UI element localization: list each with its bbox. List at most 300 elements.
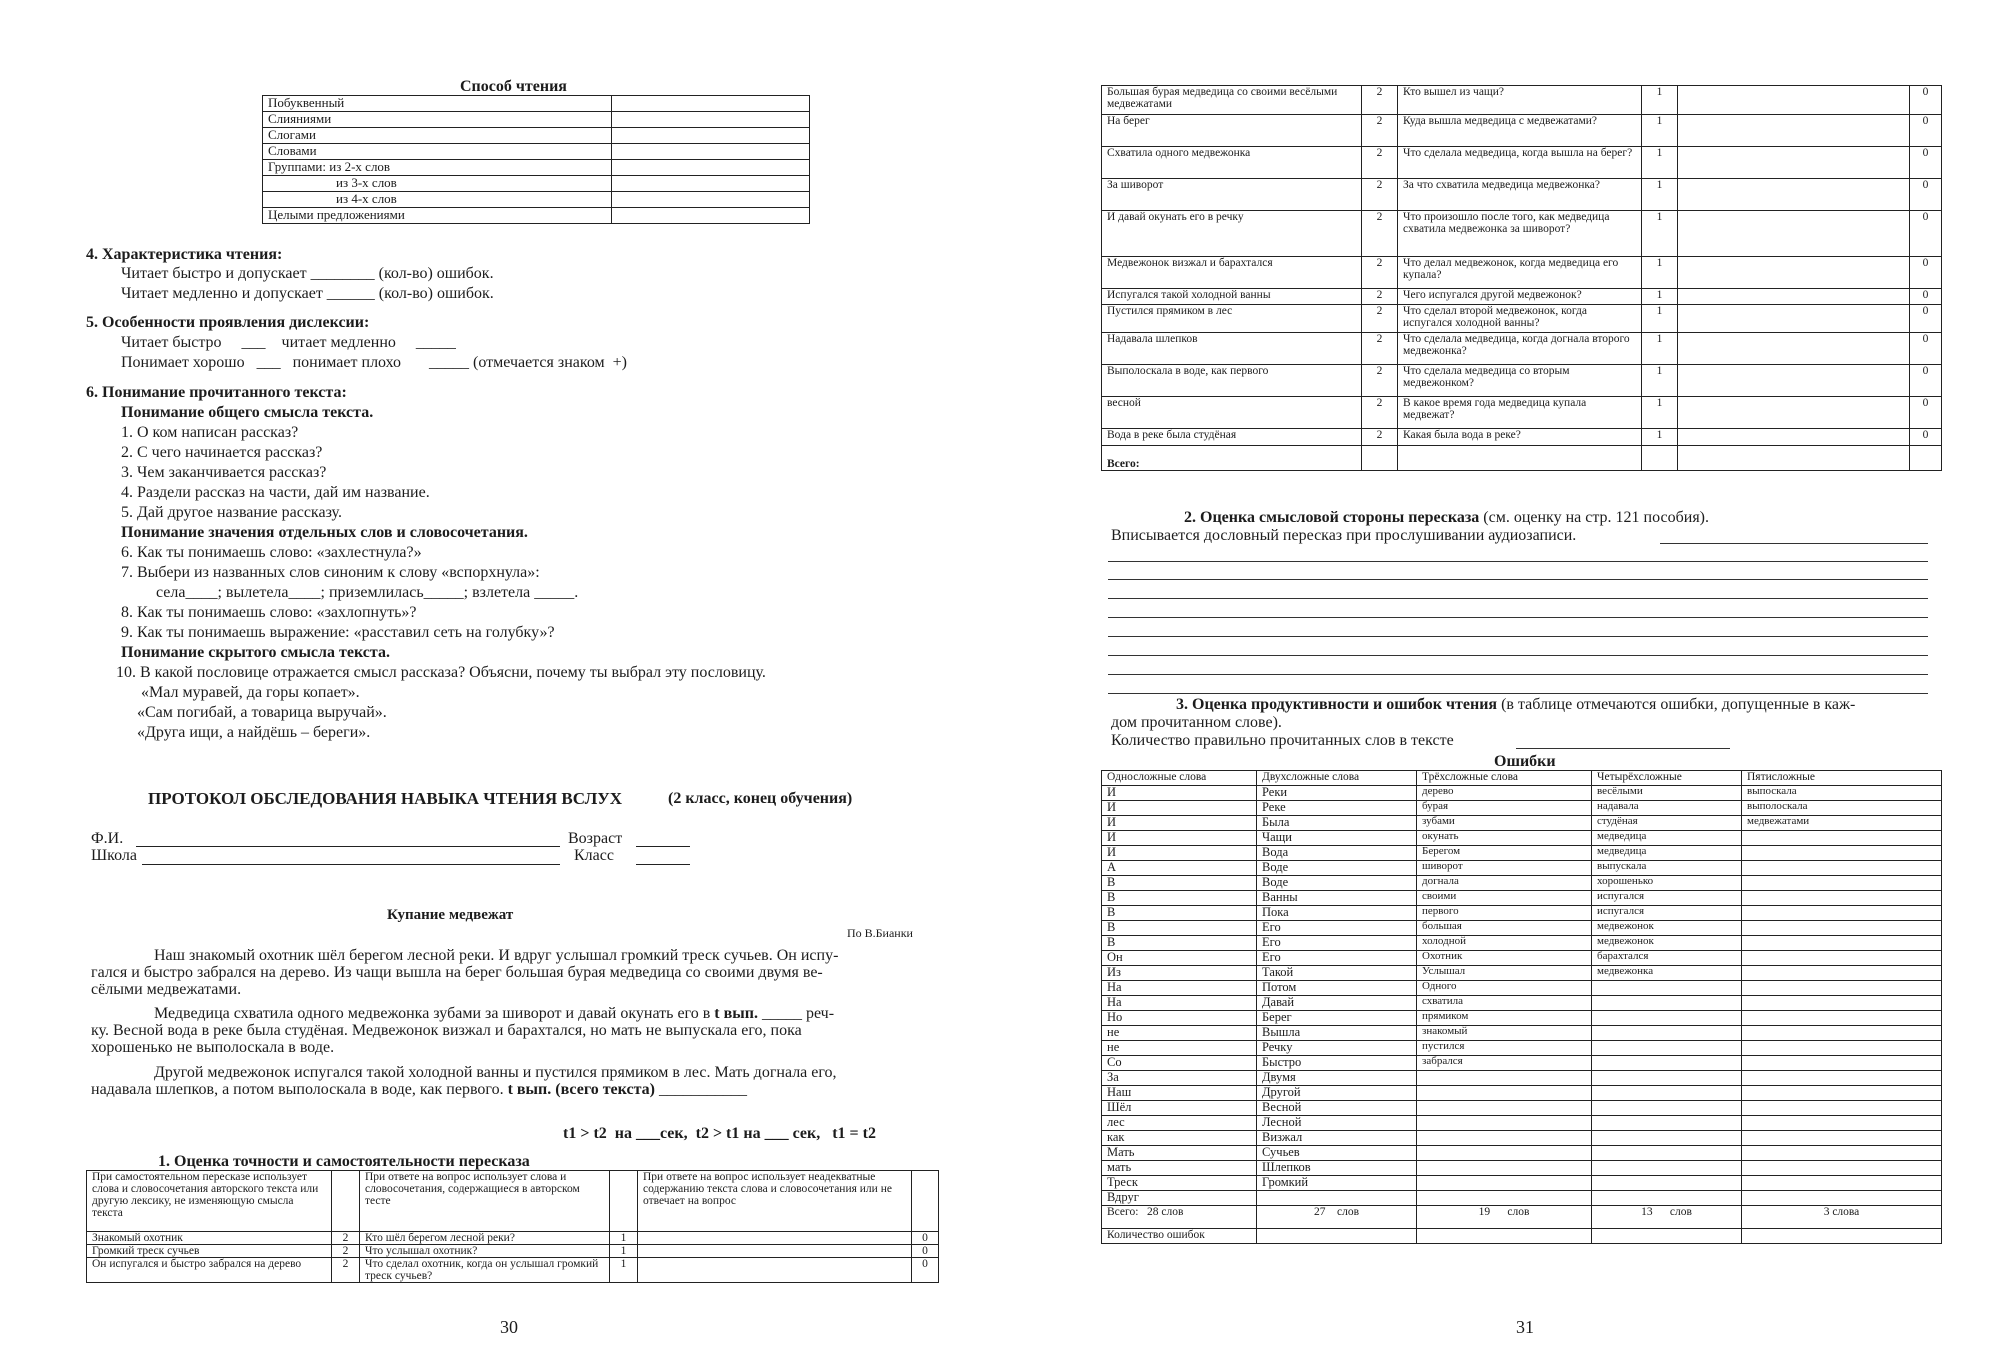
errors-word: Воде [1257, 861, 1417, 876]
retell-blank[interactable] [638, 1245, 912, 1258]
errors-word [1742, 831, 1942, 846]
retell-score: 1 [1642, 305, 1678, 333]
retell-answer: И давай окунать его в речку [1102, 211, 1362, 257]
time-formula: t1 > t2 на ___сек, t2 > t1 на ___ сек, t1 = t2 [563, 1125, 876, 1142]
errors-word: И [1102, 831, 1257, 846]
retell-blank[interactable] [1678, 365, 1910, 397]
errors-word: Давай [1257, 996, 1417, 1011]
errors-row [1102, 861, 1942, 876]
errors-word [1417, 1191, 1592, 1206]
errors-word: испугался [1592, 906, 1742, 921]
errors-word [1417, 1161, 1592, 1176]
retell-answer: весной [1102, 397, 1362, 429]
retell-score: 2 [1362, 333, 1398, 365]
method-row [263, 160, 810, 176]
errors-word [1592, 1131, 1742, 1146]
errors-word [1742, 1116, 1942, 1131]
method-value[interactable] [612, 176, 810, 192]
errors-count-cell[interactable] [1592, 1229, 1742, 1244]
method-value[interactable] [612, 144, 810, 160]
s6-h1: Понимание общего смысла текста. [121, 404, 374, 421]
retell-question: Кто шёл берегом лесной реки? [360, 1232, 610, 1245]
errors-word: И [1102, 801, 1257, 816]
s6-q3: 3. Чем заканчивается рассказ? [121, 464, 327, 481]
retell-answer: За шиворот [1102, 179, 1362, 211]
retell-header: При самостоятельном пересказе использует слова и словосочетания авторского текста или другую лексику, не изменяющую смысла текста [87, 1171, 332, 1232]
retell-blank[interactable] [1678, 211, 1910, 257]
errors-word: мать [1102, 1161, 1257, 1176]
retell-question: Кто вышел из чащи? [1398, 86, 1642, 115]
errors-word [1742, 996, 1942, 1011]
retell-line[interactable] [1108, 561, 1928, 562]
retell-question: Что сделала медведица, когда догнала второго медвежонка? [1398, 333, 1642, 365]
page-number: 30 [500, 1317, 518, 1337]
errors-word: Речку [1257, 1041, 1417, 1056]
errors-word: Быстро [1257, 1056, 1417, 1071]
errors-row [1102, 1026, 1942, 1041]
retell-row [1102, 115, 1942, 147]
errors-word: надавала [1592, 801, 1742, 816]
errors-row [1102, 786, 1942, 801]
errors-word: Лесной [1257, 1116, 1417, 1131]
errors-row [1102, 1191, 1942, 1206]
story-title: Купание медвежат [387, 907, 514, 923]
errors-word [1417, 1071, 1592, 1086]
errors-word: как [1102, 1131, 1257, 1146]
errors-word [1742, 1041, 1942, 1056]
errors-word: Чащи [1257, 831, 1417, 846]
retell-row [1102, 365, 1942, 397]
page-number: 31 [1516, 1317, 1534, 1337]
retell-line[interactable] [1108, 636, 1928, 637]
story-line: Другой медвежонок испугался такой холодной ванны и пустился прямиком в лес. Мать догнала его, [154, 1064, 837, 1081]
method-label: из 4-х слов [263, 192, 612, 208]
retell-score: 0 [1910, 179, 1942, 211]
errors-word: бурая [1417, 801, 1592, 816]
story-author: По В.Бианки [847, 926, 913, 940]
errors-word: Громкий [1257, 1176, 1417, 1191]
method-label: Слияниями [263, 112, 612, 128]
retell-total-cell[interactable] [1642, 446, 1678, 471]
errors-row [1102, 936, 1942, 951]
s2-instruction: Вписывается дословный пересказ при прослушивании аудиозаписи. [1111, 527, 1577, 544]
retell-score: 2 [1362, 397, 1398, 429]
errors-word: барахтался [1592, 951, 1742, 966]
errors-word [1742, 1011, 1942, 1026]
errors-header-row [1102, 771, 1942, 786]
retell-line[interactable] [1108, 579, 1928, 580]
errors-word [1417, 1146, 1592, 1161]
method-value[interactable] [612, 192, 810, 208]
retell-total-label: Всего: [1102, 446, 1362, 471]
retell-blank[interactable] [1678, 429, 1910, 446]
errors-word: Но [1102, 1011, 1257, 1026]
story-line: хорошенько не выполоскала в воде. [91, 1039, 335, 1056]
errors-word: Другой [1257, 1086, 1417, 1101]
errors-header: Пятисложные [1742, 771, 1942, 786]
retell-score: 2 [1362, 257, 1398, 289]
errors-word: В [1102, 891, 1257, 906]
s5-line1: Читает быстро ___ читает медленно _____ [121, 334, 456, 351]
retell-score: 2 [1362, 289, 1398, 305]
errors-word [1417, 1176, 1592, 1191]
errors-row [1102, 906, 1942, 921]
errors-word: выпоскала [1742, 786, 1942, 801]
errors-word: хорошенько [1592, 876, 1742, 891]
retell-header: При ответе на вопрос использует слова и словосочетания, содержащиеся в авторском тесте [360, 1171, 610, 1232]
s6-q6: 6. Как ты понимаешь слово: «захлестнула?» [121, 544, 422, 561]
retell-score: 0 [1910, 429, 1942, 446]
errors-word: Его [1257, 921, 1417, 936]
retell-row [1102, 397, 1942, 429]
errors-row [1102, 1161, 1942, 1176]
s2-heading: 2. Оценка смысловой стороны пересказа (см. оценку на стр. 121 пособия). [1184, 509, 1709, 526]
retell-blank[interactable] [1678, 147, 1910, 179]
method-row [263, 96, 810, 112]
errors-word [1592, 1101, 1742, 1116]
errors-total: 19 слов [1417, 1206, 1592, 1229]
errors-word: медвежонок [1592, 936, 1742, 951]
errors-word [1592, 1071, 1742, 1086]
errors-word: холодной [1417, 936, 1592, 951]
retell-blank[interactable] [1678, 257, 1910, 289]
age-line[interactable] [636, 846, 690, 847]
errors-word: Шлепков [1257, 1161, 1417, 1176]
errors-word: пустился [1417, 1041, 1592, 1056]
errors-word: схватила [1417, 996, 1592, 1011]
retell-score: 1 [1642, 86, 1678, 115]
method-value[interactable] [612, 160, 810, 176]
errors-header: Двухсложные слова [1257, 771, 1417, 786]
retell-score: 1 [1642, 179, 1678, 211]
retell-line[interactable] [1108, 617, 1928, 618]
errors-word: медведица [1592, 846, 1742, 861]
retell-score: 1 [610, 1232, 638, 1245]
protocol-subtitle: (2 класс, конец обучения) [668, 790, 853, 807]
retell-total-cell[interactable] [1362, 446, 1398, 471]
retell-score: 1 [1642, 429, 1678, 446]
retell-question: Что сделал второй медвежонок, когда испугался холодной ванны? [1398, 305, 1642, 333]
errors-word: весёлыми [1592, 786, 1742, 801]
retell-header-score [610, 1171, 638, 1232]
errors-word: догнала [1417, 876, 1592, 891]
retell-question: Куда вышла медведица с медвежатами? [1398, 115, 1642, 147]
proverb-1: «Мал муравей, да горы копает». [141, 684, 360, 701]
errors-word [1592, 1191, 1742, 1206]
story-line: Медведица схватила одного медвежонка зубами за шиворот и давай окунать его в t вып. _____ реч- [154, 1005, 835, 1022]
retell-answer: Вода в реке была студёная [1102, 429, 1362, 446]
errors-word: Охотник [1417, 951, 1592, 966]
s6-q4: 4. Раздели рассказ на части, дай им название. [121, 484, 430, 501]
s5-title: 5. Особенности проявления дислексии: [86, 314, 370, 331]
method-title: Способ чтения [460, 78, 567, 95]
retell-score: 0 [1910, 147, 1942, 179]
retell-row [1102, 211, 1942, 257]
retell-blank[interactable] [1678, 397, 1910, 429]
method-row [263, 128, 810, 144]
count-line[interactable] [1516, 748, 1730, 749]
retell-blank[interactable] [638, 1258, 912, 1283]
errors-word: Пока [1257, 906, 1417, 921]
errors-count-cell[interactable] [1742, 1229, 1942, 1244]
errors-word: Шёл [1102, 1101, 1257, 1116]
errors-word [1742, 846, 1942, 861]
errors-word: дерево [1417, 786, 1592, 801]
class-line[interactable] [636, 864, 690, 865]
protocol-title: ПРОТОКОЛ ОБСЛЕДОВАНИЯ НАВЫКА ЧТЕНИЯ ВСЛУХ [148, 789, 623, 808]
method-row [263, 112, 810, 128]
errors-word [1417, 1086, 1592, 1101]
retell-line[interactable] [1108, 674, 1928, 675]
errors-word: На [1102, 981, 1257, 996]
errors-word: Визжал [1257, 1131, 1417, 1146]
errors-word [1417, 1101, 1592, 1116]
errors-word [1592, 1056, 1742, 1071]
errors-word: На [1102, 996, 1257, 1011]
errors-word: Потом [1257, 981, 1417, 996]
retell-score: 1 [1642, 397, 1678, 429]
retell-score: 0 [1910, 211, 1942, 257]
retell-line[interactable] [1108, 655, 1928, 656]
method-table [262, 95, 810, 224]
s4-line2: Читает медленно и допускает ______ (кол-во) ошибок. [121, 285, 494, 302]
age-label: Возраст [568, 830, 623, 847]
retell-table [86, 1170, 939, 1283]
s6-q7: 7. Выбери из названных слов синоним к слову «вспорхнула»: [121, 564, 540, 581]
errors-word: Берегом [1417, 846, 1592, 861]
errors-row [1102, 1011, 1942, 1026]
errors-word: И [1102, 846, 1257, 861]
s6-h2: Понимание значения отдельных слов и словосочетания. [121, 524, 528, 541]
retell-answer: Он испугался и быстро забрался на дерево [87, 1258, 332, 1283]
errors-word: Реке [1257, 801, 1417, 816]
method-value[interactable] [612, 112, 810, 128]
retell-score: 1 [1642, 147, 1678, 179]
retell-table-continued [1101, 85, 1942, 471]
errors-word [1742, 1071, 1942, 1086]
method-value[interactable] [612, 96, 810, 112]
errors-word: И [1102, 816, 1257, 831]
retell-answer: Схватила одного медвежонка [1102, 147, 1362, 179]
errors-total: 27 слов [1257, 1206, 1417, 1229]
errors-word: большая [1417, 921, 1592, 936]
errors-total: Всего: 28 слов [1102, 1206, 1257, 1229]
s4-title: 4. Характеристика чтения: [86, 246, 283, 263]
retell-header: При ответе на вопрос использует неадекватные содержанию текста слова и словосочетания или не отвечает на вопрос [638, 1171, 912, 1232]
fio-label: Ф.И. [91, 830, 124, 847]
errors-count-cell[interactable] [1417, 1229, 1592, 1244]
retell-score: 1 [1642, 365, 1678, 397]
errors-word: Вода [1257, 846, 1417, 861]
retell-question: Что сделала медведица, когда вышла на берег? [1398, 147, 1642, 179]
s3-heading: 3. Оценка продуктивности и ошибок чтения (в таблице отмечаются ошибки, допущенные в каж- [1176, 696, 1856, 713]
method-label: Группами: из 2-х слов [263, 160, 612, 176]
method-value[interactable] [612, 128, 810, 144]
retell-answer: Испугался такой холодной ванны [1102, 289, 1362, 305]
errors-word: Вдруг [1102, 1191, 1257, 1206]
errors-row [1102, 921, 1942, 936]
retell-total-row [1102, 446, 1942, 471]
errors-word [1417, 1131, 1592, 1146]
errors-row [1102, 996, 1942, 1011]
retell-answer: Громкий треск сучьев [87, 1245, 332, 1258]
class-label: Класс [574, 847, 614, 864]
retell-score: 0 [1910, 397, 1942, 429]
retell-line[interactable] [1660, 543, 1928, 544]
retell-total-cell[interactable] [1398, 446, 1642, 471]
errors-word: шиворот [1417, 861, 1592, 876]
retell-line[interactable] [1108, 693, 1928, 694]
retell-answer: На берег [1102, 115, 1362, 147]
retell-question: Что делал медвежонок, когда медведица его купала? [1398, 257, 1642, 289]
retell-row [1102, 257, 1942, 289]
school-line[interactable] [142, 864, 560, 865]
retell-blank[interactable] [1678, 86, 1910, 115]
s6-q2: 2. С чего начинается рассказ? [121, 444, 323, 461]
errors-header: Трёхсложные слова [1417, 771, 1592, 786]
errors-word [1592, 1146, 1742, 1161]
method-value[interactable] [612, 208, 810, 224]
retell-score: 1 [1642, 257, 1678, 289]
retell-blank[interactable] [1678, 115, 1910, 147]
story-line: гался и быстро забрался на дерево. Из чащи вышла на берег большая бурая медведица со своими двумя ве- [91, 964, 823, 981]
errors-word: В [1102, 921, 1257, 936]
errors-word [1742, 966, 1942, 981]
retell-score: 2 [1362, 211, 1398, 257]
retell-score: 0 [1910, 305, 1942, 333]
retell-blank[interactable] [1678, 305, 1910, 333]
s6-q1: 1. О ком написан рассказ? [121, 424, 299, 441]
errors-row [1102, 1146, 1942, 1161]
errors-word: забрался [1417, 1056, 1592, 1071]
errors-word [1257, 1191, 1417, 1206]
retell-score: 2 [332, 1232, 360, 1245]
retell-answer: Пустился прямиком в лес [1102, 305, 1362, 333]
s6-q8: 8. Как ты понимаешь слово: «захлопнуть»? [121, 604, 417, 621]
errors-count-row [1102, 1229, 1942, 1244]
proverb-2: «Сам погибай, а товарица выручай». [137, 704, 387, 721]
retell-row [1102, 305, 1942, 333]
method-row [263, 176, 810, 192]
retell-blank[interactable] [638, 1232, 912, 1245]
retell-row [1102, 86, 1942, 115]
retell-score: 0 [912, 1258, 939, 1283]
errors-word: не [1102, 1026, 1257, 1041]
errors-word: своими [1417, 891, 1592, 906]
errors-word: знакомый [1417, 1026, 1592, 1041]
s6-q10: 10. В какой пословице отражается смысл рассказа? Объясни, почему ты выбрал эту пословицу. [116, 664, 766, 681]
errors-row [1102, 891, 1942, 906]
errors-word: За [1102, 1071, 1257, 1086]
retell-header-score [912, 1171, 939, 1232]
fio-line[interactable] [136, 846, 560, 847]
retell-score: 1 [1642, 211, 1678, 257]
retell-blank[interactable] [1678, 333, 1910, 365]
errors-count-label: Количество ошибок [1102, 1229, 1257, 1244]
retell-blank[interactable] [1678, 179, 1910, 211]
errors-word [1592, 981, 1742, 996]
retell-header-score [332, 1171, 360, 1232]
errors-word: Из [1102, 966, 1257, 981]
errors-word [1742, 876, 1942, 891]
retell-score: 2 [1362, 365, 1398, 397]
errors-word [1592, 1011, 1742, 1026]
retell-score: 2 [332, 1245, 360, 1258]
errors-word: Вышла [1257, 1026, 1417, 1041]
retell-score: 2 [1362, 115, 1398, 147]
retell-total-cell[interactable] [1678, 446, 1910, 471]
errors-word: медвежатами [1742, 816, 1942, 831]
retell-row [1102, 179, 1942, 211]
errors-total-row [1102, 1206, 1942, 1229]
errors-word [1592, 1026, 1742, 1041]
s3-count-label: Количество правильно прочитанных слов в тексте [1111, 732, 1454, 749]
retell-score: 1 [1642, 289, 1678, 305]
retell-score: 2 [1362, 147, 1398, 179]
errors-count-cell[interactable] [1257, 1229, 1417, 1244]
errors-word: Его [1257, 936, 1417, 951]
retell-line[interactable] [1108, 598, 1928, 599]
method-row [263, 192, 810, 208]
errors-word [1742, 981, 1942, 996]
s6-q9: 9. Как ты понимаешь выражение: «расставил сеть на голубку»? [121, 624, 555, 641]
story-line: ку. Весной вода в реке была студёная. Медвежонок визжал и барахтался, но мать не выпускала его, пока [91, 1022, 802, 1039]
errors-word: медведица [1592, 831, 1742, 846]
retell-score: 2 [332, 1258, 360, 1283]
errors-word [1742, 891, 1942, 906]
errors-word: медвежонка [1592, 966, 1742, 981]
retell-score: 0 [1910, 86, 1942, 115]
retell-header-row [87, 1171, 939, 1232]
retell-row [1102, 147, 1942, 179]
errors-word [1742, 1191, 1942, 1206]
errors-word: Треск [1102, 1176, 1257, 1191]
errors-word [1742, 1086, 1942, 1101]
errors-table [1101, 770, 1942, 1244]
errors-word [1742, 951, 1942, 966]
errors-total: 3 слова [1742, 1206, 1942, 1229]
method-label: из 3-х слов [263, 176, 612, 192]
retell-row [1102, 289, 1942, 305]
errors-header: Четырёхсложные [1592, 771, 1742, 786]
errors-word [1592, 996, 1742, 1011]
errors-word [1742, 1131, 1942, 1146]
method-label: Слогами [263, 128, 612, 144]
errors-row [1102, 801, 1942, 816]
retell-score: 2 [1362, 179, 1398, 211]
retell-answer: Медвежонок визжал и барахтался [1102, 257, 1362, 289]
retell-total-cell[interactable] [1910, 446, 1942, 471]
errors-word: лес [1102, 1116, 1257, 1131]
retell-question: Что услышал охотник? [360, 1245, 610, 1258]
retell-question: В какое время года медведица купала медвежат? [1398, 397, 1642, 429]
errors-word: испугался [1592, 891, 1742, 906]
retell-question: Какая была вода в реке? [1398, 429, 1642, 446]
retell-score: 0 [1910, 257, 1942, 289]
errors-word [1742, 861, 1942, 876]
errors-word: Он [1102, 951, 1257, 966]
errors-word [1742, 1101, 1942, 1116]
retell-blank[interactable] [1678, 289, 1910, 305]
retell-question: Чего испугался другой медвежонок? [1398, 289, 1642, 305]
retell-question: Что сделал охотник, когда он услышал громкий треск сучьев? [360, 1258, 610, 1283]
errors-word: Его [1257, 951, 1417, 966]
errors-row [1102, 1071, 1942, 1086]
retell-score: 0 [912, 1232, 939, 1245]
errors-word: Весной [1257, 1101, 1417, 1116]
method-label: Целыми предложениями [263, 208, 612, 224]
errors-word: Одного [1417, 981, 1592, 996]
